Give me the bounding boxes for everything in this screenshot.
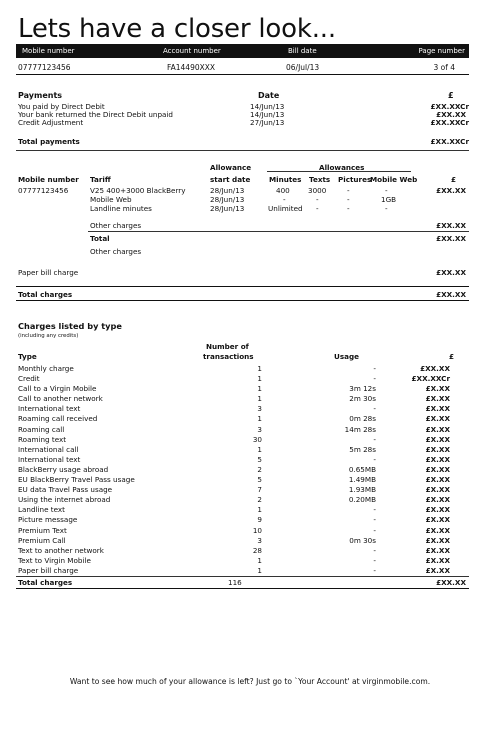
col-minutes: Minutes [269, 175, 302, 184]
usage-total-label: Total [90, 234, 110, 243]
charge-type-num: 9 [257, 515, 262, 525]
tariff-texts: 3000 [308, 186, 327, 195]
charge-type-amount: £X.XX [425, 515, 450, 525]
charge-type-amount: £X.XX [425, 434, 450, 444]
payment-label: You paid by Direct Debit [18, 102, 105, 111]
charge-type-row [18, 495, 466, 505]
col-number-of-2: transactions [203, 352, 254, 361]
charge-type-row [18, 374, 466, 384]
charge-type-amount: £X.XX [425, 414, 450, 424]
header-label-mobile: Mobile number [22, 47, 75, 55]
total-charges-amount: £XX.XX [436, 290, 466, 299]
col-texts: Texts [309, 175, 331, 184]
header-label-page: Page number [418, 47, 465, 55]
charge-type-amount: £X.XX [425, 394, 450, 404]
charge-type-num: 7 [257, 485, 262, 495]
payment-amount: £XX.XXCr [430, 118, 469, 127]
allowance-start-heading-2: start date [210, 175, 251, 184]
charge-type-row [18, 394, 466, 404]
charge-type-label: Landline text [18, 505, 65, 515]
charge-type-label: Paper bill charge [18, 565, 79, 575]
charges-total-label: Total charges [18, 578, 73, 587]
charge-type-label: Using the internet abroad [18, 495, 111, 505]
tariff-web: 1GB [381, 195, 397, 204]
charges-by-type-table [18, 364, 466, 576]
paper-bill-amount: £XX.XX [436, 268, 466, 277]
charge-type-row [18, 485, 466, 495]
charge-type-usage: 1.49MB [348, 475, 376, 485]
charge-type-label: International text [18, 404, 81, 414]
tariff-texts: - [316, 195, 319, 204]
charge-type-row [18, 414, 466, 424]
charge-type-row [18, 435, 466, 445]
tariff-start: 28/Jun/13 [210, 195, 245, 204]
charge-type-usage: - [373, 404, 376, 414]
charge-type-row [18, 404, 466, 414]
payments-amount-heading: £ [448, 91, 454, 100]
payment-label: Your bank returned the Direct Debit unpaid [18, 110, 173, 119]
charge-type-amount: £X.XX [425, 454, 450, 464]
charge-type-row [18, 475, 466, 485]
tariff-web: - [385, 186, 388, 195]
charge-type-num: 1 [257, 505, 262, 515]
charge-type-row [18, 384, 466, 394]
payment-date: 27/Jun/13 [250, 118, 285, 127]
charge-type-row [18, 556, 466, 566]
tariff-name: Landline minutes [90, 204, 152, 213]
charges-by-type-subheading: (including any credits) [18, 333, 79, 339]
charge-type-label: Roaming text [18, 434, 67, 444]
tariff-texts: - [316, 204, 319, 213]
tariff-name: Mobile Web [90, 195, 132, 204]
charge-type-label: Roaming call [18, 424, 65, 434]
tariff-name: V25 400+3000 BlackBerry [90, 186, 186, 195]
charge-type-amount: £X.XX [425, 495, 450, 505]
charges-total-num: 116 [228, 578, 242, 587]
allowances-heading: Allowances [319, 163, 365, 172]
tariff-minutes: - [283, 195, 286, 204]
charge-type-amount: £X.XX [425, 535, 450, 545]
charge-type-num: 1 [257, 555, 262, 565]
payments-heading: Payments [18, 91, 63, 100]
col-mobile-web: Mobile Web [370, 175, 418, 184]
charge-type-label: Premium Call [18, 535, 66, 545]
charge-type-label: International call [18, 444, 79, 454]
charge-type-num: 30 [252, 434, 262, 444]
payment-amount: £XX.XXCr [430, 102, 469, 111]
page-title: Lets have a closer look... [18, 14, 336, 44]
charge-type-usage: - [373, 565, 376, 575]
charge-type-amount: £X.XX [425, 565, 450, 575]
charge-type-usage: 14m 28s [344, 424, 376, 434]
charge-type-usage: 0m 28s [349, 414, 376, 424]
charge-type-row [18, 425, 466, 435]
charges-total-amount: £XX.XX [436, 578, 466, 587]
header-label-bill-date: Bill date [288, 47, 317, 55]
usage-total-amount: £XX.XX [436, 234, 466, 243]
charge-type-amount: £XX.XXCr [411, 374, 450, 384]
charge-type-row [18, 536, 466, 546]
payment-date: 14/Jun/13 [250, 102, 285, 111]
charge-type-usage: - [373, 545, 376, 555]
charge-type-row [18, 455, 466, 465]
header-value-bill-date: 06/Jul/13 [286, 63, 320, 72]
charge-type-label: Premium Text [18, 525, 67, 535]
paper-bill-label: Paper bill charge [18, 268, 79, 277]
charge-type-num: 1 [257, 444, 262, 454]
charge-type-usage: 0m 30s [349, 535, 376, 545]
charge-type-label: Credit [18, 374, 40, 384]
total-charges-label: Total charges [18, 290, 73, 299]
divider [16, 286, 469, 287]
charge-type-amount: £X.XX [425, 545, 450, 555]
charge-type-num: 3 [257, 424, 262, 434]
charge-type-usage: - [373, 505, 376, 515]
header-value-account: FA14490XXX [167, 63, 216, 72]
charge-type-amount: £X.XX [425, 424, 450, 434]
header-label-account: Account number [163, 47, 221, 55]
charge-type-row [18, 445, 466, 455]
charge-type-usage: - [373, 434, 376, 444]
tariff-start: 28/Jun/13 [210, 186, 245, 195]
tariff-pictures: - [347, 186, 350, 195]
total-payments-label: Total payments [18, 137, 80, 146]
account-header-values [16, 60, 469, 75]
charge-type-usage: - [373, 454, 376, 464]
charge-type-label: Text to another network [18, 545, 104, 555]
charge-type-amount: £X.XX [425, 384, 450, 394]
charge-type-usage: 2m 30s [349, 394, 376, 404]
charge-type-amount: £X.XX [425, 485, 450, 495]
charge-type-num: 5 [257, 454, 262, 464]
charge-type-label: EU data Travel Pass usage [18, 485, 113, 495]
charge-type-usage: - [373, 364, 376, 373]
col-mobile-number: Mobile number [18, 175, 79, 184]
charge-type-amount: £X.XX [425, 475, 450, 485]
charge-type-row [18, 364, 466, 374]
charge-type-num: 10 [252, 525, 262, 535]
charge-type-usage: 5m 28s [349, 444, 376, 454]
charge-type-usage: 3m 12s [349, 384, 376, 394]
other-charges-label: Other charges [90, 221, 142, 230]
tariff-minutes: Unlimited [268, 204, 303, 213]
charge-type-num: 1 [257, 384, 262, 394]
divider [16, 150, 469, 151]
divider [16, 576, 469, 577]
charge-type-amount: £X.XX [425, 555, 450, 565]
charge-type-label: Monthly charge [18, 364, 74, 373]
charge-type-num: 3 [257, 404, 262, 414]
col-amount-type: £ [449, 352, 455, 361]
charge-type-row [18, 546, 466, 556]
col-type: Type [18, 352, 37, 361]
charge-type-usage: 0.65MB [348, 464, 376, 474]
header-value-page: 3 of 4 [433, 63, 455, 72]
col-pictures: Pictures [338, 175, 372, 184]
charge-type-num: 1 [257, 374, 262, 384]
charge-type-usage: 1.93MB [348, 485, 376, 495]
charge-type-label: Roaming call received [18, 414, 98, 424]
tariff-amount: £XX.XX [436, 186, 466, 195]
charge-type-num: 1 [257, 414, 262, 424]
total-payments-amount: £XX.XXCr [430, 137, 469, 146]
charge-type-amount: £X.XX [425, 444, 450, 454]
charge-type-num: 1 [257, 364, 262, 373]
charge-type-amount: £XX.XX [420, 364, 450, 373]
divider [88, 231, 469, 232]
charge-type-amount: £X.XX [425, 464, 450, 474]
col-number-of-1: Number of [206, 342, 249, 351]
charge-type-label: BlackBerry usage abroad [18, 464, 109, 474]
charge-type-num: 3 [257, 535, 262, 545]
tariff-minutes: 400 [276, 186, 290, 195]
charge-type-num: 28 [252, 545, 262, 555]
charge-type-row [18, 465, 466, 475]
charge-type-row [18, 526, 466, 536]
charge-type-amount: £X.XX [425, 505, 450, 515]
divider [16, 300, 469, 301]
divider [16, 588, 469, 589]
allowance-start-heading-1: Allowance [210, 163, 252, 172]
tariff-pictures: - [347, 204, 350, 213]
charge-type-num: 2 [257, 495, 262, 505]
charge-type-num: 1 [257, 394, 262, 404]
charge-type-num: 2 [257, 464, 262, 474]
tariff-start: 28/Jun/13 [210, 204, 245, 213]
col-usage: Usage [334, 352, 359, 361]
charge-type-label: Call to a Virgin Mobile [18, 384, 97, 394]
charge-type-usage: 0.20MB [348, 495, 376, 505]
charge-type-amount: £X.XX [425, 525, 450, 535]
charge-type-row [18, 515, 466, 525]
payment-label: Credit Adjustment [18, 118, 84, 127]
header-value-mobile: 07777123456 [18, 63, 71, 72]
charge-type-label: Picture message [18, 515, 78, 525]
other-charges-label-2: Other charges [90, 247, 142, 256]
charge-type-usage: - [373, 515, 376, 525]
payment-amount: £XX.XX [436, 110, 466, 119]
charge-type-label: EU BlackBerry Travel Pass usage [18, 475, 135, 485]
charge-type-label: International text [18, 454, 81, 464]
col-tariff: Tariff [90, 175, 111, 184]
tariff-pictures: - [347, 195, 350, 204]
usage-mobile-number: 07777123456 [18, 186, 69, 195]
charges-by-type-heading: Charges listed by type [18, 321, 122, 331]
account-header-bar [16, 44, 469, 58]
charge-type-usage: - [373, 525, 376, 535]
charge-type-num: 1 [257, 565, 262, 575]
footer-message: Want to see how much of your allowance is left? Just go to `Your Account' at virginmobile.com. [69, 677, 431, 686]
charge-type-usage: - [373, 555, 376, 565]
payments-date-heading: Date [258, 91, 280, 100]
charge-type-amount: £X.XX [425, 404, 450, 414]
charge-type-label: Text to Virgin Mobile [18, 555, 91, 565]
charge-type-num: 5 [257, 475, 262, 485]
tariff-web: - [385, 204, 388, 213]
col-amount: £ [451, 175, 457, 184]
payment-date: 14/Jun/13 [250, 110, 285, 119]
charge-type-row [18, 566, 466, 576]
allowances-underline [267, 171, 411, 172]
charge-type-row [18, 505, 466, 515]
charge-type-label: Call to another network [18, 394, 103, 404]
other-charges-amount: £XX.XX [436, 221, 466, 230]
charge-type-usage: - [373, 374, 376, 384]
